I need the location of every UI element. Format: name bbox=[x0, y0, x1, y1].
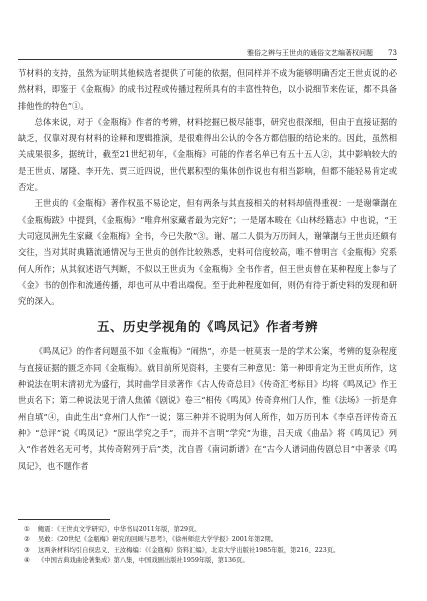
page-number: 73 bbox=[388, 49, 397, 57]
footnote-text: 吴敢：《20世纪《金瓶梅》研究的回顾与思考》，《徐州师范大学学报》2001年第2期。 bbox=[38, 536, 277, 544]
footnote bbox=[18, 556, 397, 566]
paragraph: 《鸣凤记》的作者问题虽不如《金瓶梅》“闹热”，亦是一桩莫衷一是的学术公案，考辨的复杂程度与直接证据的匮乏亦同《金瓶梅》。就目前所见资料，主要有三种意见：第一种即肯定为王世贞所作，这种说法在明末清初尤为盛行，其时曲学目录著作《古人传奇总目》《传奇汇考标目》均将《鸣凤记》作王世贞名下；第二种说法见于清人焦循《剧说》卷三“相传《鸣凤》传奇弇州门人作，惟《法场》一折是弇州自填”④，由此生出“弇州门人作”一说；第三种并不说明为何人所作，如万历刊本《李卓吾评传奇五种》“总评”说《鸣凤记》“原出学究之手”，而并不言明“学究”为谁，吕天成《曲品》将《鸣凤记》列入“作者姓名无可考，其传奇附列于后”类，沈自晋《南词新谱》在“古今人谱词曲传剧总目”中著录《鸣凤记》，也不题作者 bbox=[18, 346, 397, 471]
footnotes bbox=[18, 519, 397, 567]
footnote bbox=[18, 546, 397, 556]
running-header bbox=[18, 47, 397, 60]
paragraph: 王世贞的《金瓶梅》著作权虽不易论定，但有两条与其直接相关的材料却值得重视：一是谢肇淛在《金瓶梅跋》中提到，《金瓶梅》“唯弇州家藏者最为完好”；一是屠本畯在《山林经籍志》中也说，“王大司寇凤洲先生家藏《金瓶梅》全书，今已失散”③。谢、屠二人俱为万历间人，谢肇淛与王世贞还颇有交往，当对其时典籍流通情况与王世贞的创作比较熟悉，史料可信度较高，唯不曾明言《金瓶梅》究系何人所作；从其叙述语气判断，不似以王世贞为《金瓶梅》全书作者，但王世贞曾在某种程度上参与了《金》书的创作和流通传播，却也可从中看出端倪。至于此种程度如何，则仍有待于新史料的发现和研究的深入。 bbox=[18, 198, 397, 307]
footnote-text: 《中国古典戏曲论著集成》第八集，中国戏剧出版社1959年版，第136页。 bbox=[38, 557, 249, 565]
footnote bbox=[18, 535, 397, 545]
footnote bbox=[18, 525, 397, 535]
footnote-text: 这两条材料均引自侯忠义、王汝梅编：《《金瓶梅》资料汇编》，北京大学出版社1985年版，第216、223页。 bbox=[38, 546, 340, 554]
footnote-mark: ② bbox=[24, 536, 30, 544]
footnote-mark: ④ bbox=[24, 557, 30, 565]
paragraph: 总体来说，对于《金瓶梅》作者的考辨，材料挖掘已极尽能事，研究也很深细，但由于直接证据的缺乏，仅靠对现有材料的诠释和逻辑推演，是很难得出公认的令各方都信服的结论来的。因此，虽然相关成果很多，据统计，截至21世纪初年，《金瓶梅》可能的作者名单已有五十五人②，其中影响较大的是王世贞、屠隆、李开先、贾三近四说，世代累积型的集体创作说也有相当影响，但都不能轻易肯定或否定。 bbox=[18, 116, 397, 193]
footnote-text: 鲍震：《王世贞文学研究》，中华书局2011年版，第29页。 bbox=[38, 526, 201, 533]
running-header-title: 雅俗之辨与王世贞的通俗文艺编著权问题 bbox=[247, 49, 373, 57]
body-text bbox=[18, 65, 397, 474]
footnote-mark: ③ bbox=[24, 546, 30, 554]
section-heading: 五、历史学视角的《鸣凤记》作者考辨 bbox=[96, 319, 318, 335]
paragraph: 节材料的支持，虽然为证明其他候选者提供了可能的依据，但同样并不成为能够明确否定王世贞说的必然材料，即鉴于《金瓶梅》的成书过程或传播过程所具有的丰富性特色，以小说细节来佐证，都不具备排他性的特色”①。 bbox=[18, 68, 397, 111]
footnote-mark: ① bbox=[24, 526, 30, 533]
footnote-divider bbox=[18, 519, 110, 520]
